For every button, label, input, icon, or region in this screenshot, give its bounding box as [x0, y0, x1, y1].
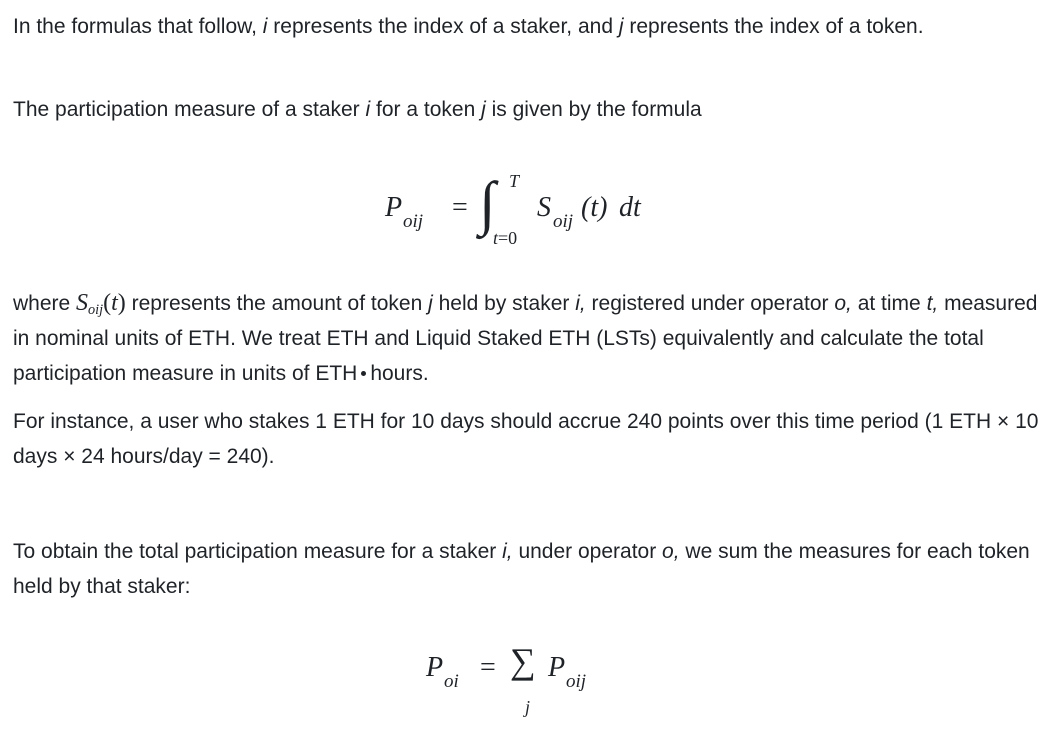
where-text-1: where [13, 292, 77, 315]
inline-paren-open: ( [103, 290, 112, 316]
formula1-integrand-arg: (t) [581, 192, 608, 223]
definition-paragraph [13, 92, 1049, 127]
where-var-j: j [428, 292, 433, 315]
intro-paragraph [13, 9, 1049, 44]
where-var-o: o, [834, 292, 852, 315]
inline-S: S [76, 290, 89, 316]
intro-text-2: represents the index of a staker, and [267, 15, 619, 38]
where-text-6: measured in nominal units of ETH. We treat ETH and Liquid Staked ETH (LSTs) equivalently and calculate the total participation measure in units of ETH [13, 292, 1038, 385]
where-text-4: registered under operator [585, 292, 835, 315]
where-text-2: represents the amount of token [125, 292, 429, 315]
lower-limit-var: t [493, 228, 499, 248]
summation-index: j [525, 697, 531, 717]
intro-var-j: j [618, 15, 624, 38]
where-text-3: held by staker [432, 292, 576, 315]
where-var-t: t, [926, 292, 939, 315]
formula1-lhs-sub: oij [403, 211, 424, 232]
formula2-equals: = [480, 652, 496, 683]
instance-paragraph [13, 404, 1049, 474]
inline-arg-t: t [111, 290, 118, 316]
integral-lower-limit [493, 221, 517, 256]
summation-sign: ∑ [510, 641, 536, 681]
total-paragraph [13, 534, 1049, 604]
formula2-lhs-var: P [426, 652, 444, 683]
formula2-lhs-sub: oi [444, 671, 459, 692]
definition-var-j: j [481, 98, 486, 121]
formula-total-sum [426, 641, 616, 724]
where-text-5: at time [851, 292, 927, 315]
total-text-1: To obtain the total participation measure for a staker [13, 540, 503, 563]
where-var-i: i, [575, 292, 586, 315]
inline-math-soij [76, 290, 126, 318]
inline-sub-oij: oij [88, 301, 104, 318]
formula1-differential: dt [619, 192, 641, 223]
intro-text-1: In the formulas that follow, [13, 15, 263, 38]
intro-text-3: represents the index of a token. [623, 15, 924, 38]
definition-text-3: is given by the formula [485, 98, 702, 121]
formula1-integrand-var: S [537, 192, 551, 223]
formula1-lhs-var: P [385, 192, 403, 223]
where-paragraph [13, 286, 1049, 391]
where-text-7: hours. [370, 362, 429, 385]
instance-text: For instance, a user who stakes 1 ETH for 10 days should accrue 240 points over this time period (1 ETH × 10 days × 24 hours/day = 240). [13, 410, 1039, 468]
intro-var-i: i [262, 15, 268, 38]
integral-upper-limit: T [509, 171, 520, 191]
definition-text-1: The participation measure of a staker [13, 98, 366, 121]
total-var-o: o, [662, 540, 680, 563]
definition-var-i: i [365, 98, 371, 121]
formula1-integrand-sub: oij [553, 211, 574, 232]
total-text-3: we sum the measures for each token held by that staker: [13, 540, 1030, 598]
definition-text-2: for a token [370, 98, 482, 121]
integral-sign: ∫ [479, 170, 496, 236]
formula2-rhs-var: P [548, 652, 566, 683]
total-var-i: i, [502, 540, 513, 563]
formula1-equals: = [452, 192, 468, 223]
lower-limit-value: =0 [498, 228, 518, 248]
formula2-rhs-sub: oij [566, 671, 587, 692]
total-text-2: under operator [512, 540, 663, 563]
inline-paren-close: ) [117, 290, 126, 316]
multiplication-dot [361, 371, 366, 376]
formula-participation-integral [385, 158, 645, 250]
